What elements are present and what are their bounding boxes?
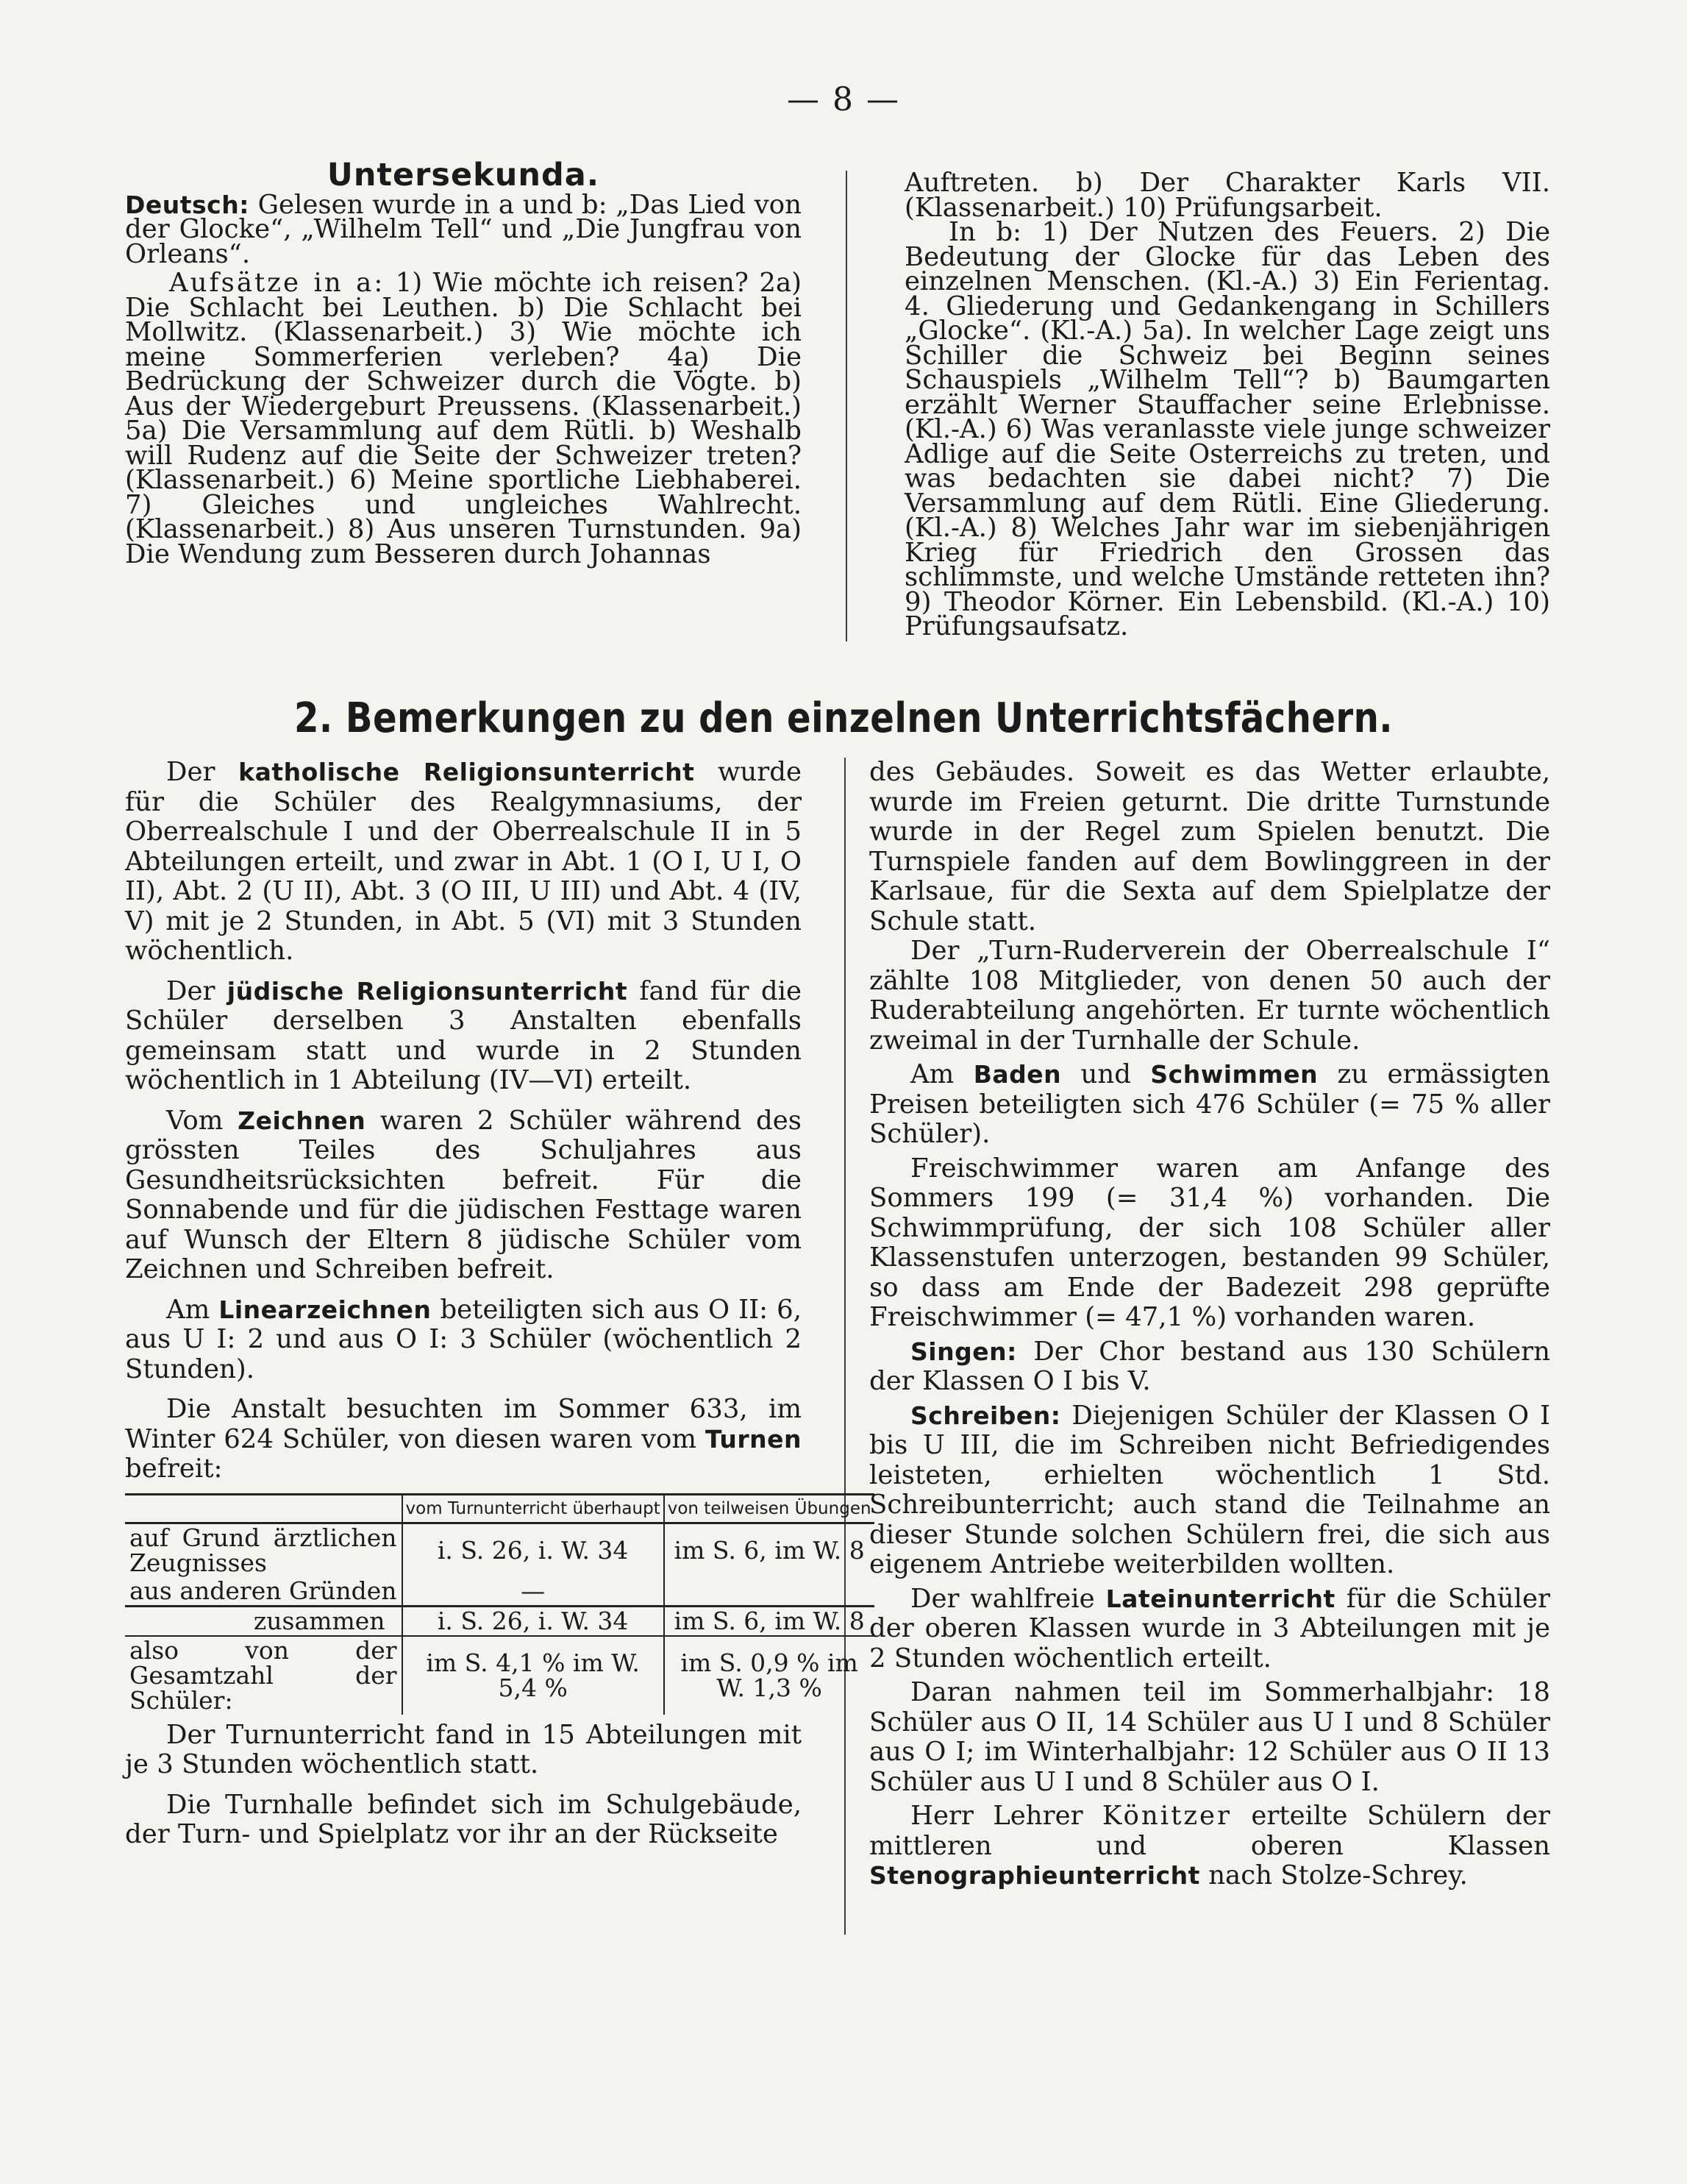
stenographie-label: Stenographieunterricht <box>869 1861 1200 1890</box>
turnen-befreiung-table <box>125 1493 874 1715</box>
row-cell: im S. 6, im W. 8 <box>664 1606 874 1636</box>
section-heading: 2. Bemerkungen zu den einzelnen Unterrichtsfächern. <box>293 694 1394 742</box>
text-run: Herr Lehrer <box>910 1801 1102 1831</box>
text-run: fand für die Schüler derselben 3 Anstalten ebenfalls gemeinsam statt und wurde in 2 Stunden wöchentlich in 1 Abteilung (IV—VI) erteilt. <box>125 975 802 1095</box>
text-run: zu ermässigten Preisen beteiligten sich 476 Schüler (= 75 % aller Schüler). <box>869 1059 1550 1149</box>
text-run: Der <box>166 975 227 1006</box>
stenographie-paragraph <box>869 1801 1550 1891</box>
top-column-divider <box>846 171 847 641</box>
row-label: aus anderen Gründen <box>129 1576 397 1605</box>
row-cell: i. S. 26, i. W. 34 <box>402 1523 664 1577</box>
untersekunda-right-column <box>905 168 1550 641</box>
untersekunda-left-column <box>125 157 802 569</box>
juedisch-paragraph <box>125 977 802 1096</box>
text-run: beteiligten sich aus O II: 6, aus U I: 2 und aus O I: 3 Schüler (wöchentlich 2 Stunden). <box>125 1294 802 1384</box>
text-run: nach Stolze-Schrey. <box>1199 1860 1468 1890</box>
untersekunda-heading: Untersekunda. <box>327 157 600 193</box>
text-run: Die Anstalt besuchten im Sommer 633, im Winter 624 Schüler, von diesen waren vom <box>125 1394 802 1454</box>
row-cell: im S. 0,9 % im W. 1,3 % <box>664 1636 874 1715</box>
text-run: und <box>1061 1059 1151 1089</box>
page-number: — 8 — <box>787 81 900 118</box>
zeichnen-label: Zeichnen <box>238 1106 366 1135</box>
text-run: Der wahlfreie <box>910 1583 1106 1614</box>
table-header-col2: von teilweisen Übungen <box>664 1494 874 1523</box>
row-label: also von der Gesamtzahl der Schüler: <box>125 1636 402 1715</box>
latein-paragraph <box>869 1584 1550 1674</box>
table-header-row <box>125 1494 874 1523</box>
linearzeichnen-label: Linearzeichnen <box>218 1295 432 1324</box>
deutsch-text: Gelesen wurde in a und b: „Das Lied von der Glocke“, „Wilhelm Tell“ und „Die Jungfrau von Orleans“. <box>125 189 802 269</box>
schreiben-paragraph <box>869 1401 1550 1580</box>
juedisch-label: jüdische Religionsunterricht <box>227 976 628 1006</box>
aufsaetze-in-b: In b: 1) Der Nutzen des Feuers. 2) Die Bedeutung der Glocke für das Leben des einzelnen Menschen. (Kl.-A.) 3) Ein Ferientag. 4. Gliederung und Gedankengang in Schillers „Glocke“. (Kl.-A.) 5a). In welcher Lage zeigt uns Schiller die Schweiz bei Beginn seines Schauspiels „Wilhelm Tell“? b) Baumgarten erzählt Werner Stauffacher seine Erlebnisse. (Kl.-A.) 6) Was veranlasste viele junge schweizer Adlige auf die Seite Osterreichs zu treten, und was bedachten sie dabei nicht? 7) Die Versammlung auf dem Rütli. Eine Gliederung. (Kl.-A.) 8) Welches Jahr war im siebenjährigen Krieg für Friedrich den Grossen das schlimmste, und welche Umstände retteten ihn? 9) Theodor Körner. Ein Lebensbild. (Kl.-A.) 10) Prüfungsaufsatz. <box>905 217 1550 641</box>
aufsaetze-paragraph <box>125 268 802 569</box>
latein-teilnahme-paragraph: Daran nahmen teil im Sommerhalbjahr: 18 Schüler aus O II, 14 Schüler aus U I und 8 Schüler aus O I; im Winterhalbjahr: 12 Schüler aus O II 13 Schüler aus U I und 8 Schüler aus O I. <box>869 1677 1550 1797</box>
text-run: für die Schüler der oberen Klassen wurde in 3 Abteilungen mit je 2 Stunden wöchentlich erteilt. <box>869 1583 1550 1673</box>
row-cell <box>664 1577 874 1607</box>
row-cell: im S. 4,1 % im W. 5,4 % <box>402 1636 664 1715</box>
text-run: Am <box>166 1294 219 1325</box>
schreiben-label: Schreiben: <box>910 1401 1061 1430</box>
table-header-col1: vom Turnunterricht überhaupt <box>402 1494 664 1523</box>
row-cell: im S. 6, im W. 8 <box>664 1523 874 1577</box>
bottom-column-divider <box>844 758 846 1935</box>
turnhalle-paragraph: Die Turnhalle befindet sich im Schulgebäude, der Turn- und Spielplatz vor ihr an der Rückseite <box>125 1789 802 1849</box>
remarks-left-column <box>125 757 871 1850</box>
text-run: befreit: <box>125 1454 223 1484</box>
deutsch-label: Deutsch: <box>125 190 249 219</box>
table-row <box>125 1636 874 1715</box>
table-row <box>125 1606 874 1636</box>
text-run: waren 2 Schüler während des grössten Teiles des Schuljahres aus Gesundheitsrücksichten befreit. Für die Sonnabende und für die jüdischen Festtage waren auf Wunsch der Eltern 8 jüdische Schüler vom Zeichnen und Schreiben befreit. <box>125 1105 802 1284</box>
text-run: erteilte Schülern der mittleren und oberen Klassen <box>869 1801 1551 1861</box>
row-label: zusammen <box>125 1606 402 1636</box>
text-run: Der Chor bestand aus 130 Schülern der Klassen O I bis V. <box>869 1336 1550 1396</box>
linearzeichnen-paragraph <box>125 1295 802 1385</box>
turnunterricht-paragraph: Der Turnunterricht fand in 15 Abteilungen mit je 3 Stunden wöchentlich statt. <box>125 1719 802 1779</box>
table-row <box>125 1523 874 1577</box>
baden-paragraph <box>869 1060 1550 1150</box>
aufsatz-continuation: Auftreten. b) Der Charakter Karls VII. (Klassenarbeit.) 10) Prüfungsarbeit. <box>905 168 1550 223</box>
katholisch-paragraph <box>125 758 802 967</box>
turnverein-paragraph: Der „Turn-Ruderverein der Oberrealschule I“ zählte 108 Mitglieder, von denen 50 auch der Ruderabteilung angehörten. Er turnte wöchentlich zweimal in der Turnhalle der Schule. <box>869 936 1550 1056</box>
text-run: Vom <box>166 1105 238 1136</box>
row-label: auf Grund ärztlichen Zeugnisses <box>129 1523 397 1577</box>
table-header-empty <box>125 1494 402 1523</box>
freischwimmer-paragraph: Freischwimmer waren am Anfange des Sommers 199 (= 31,4 %) vorhanden. Die Schwimmprüfung, der sich 108 Schüler aller Klassenstufen unterzogen, bestanden 99 Schüler, so dass am Ende der Badezeit 298 geprüfte Freischwimmer (= 47,1 %) vorhanden waren. <box>869 1153 1550 1332</box>
text-run: Am <box>910 1059 974 1089</box>
remarks-right-column <box>869 758 1550 1891</box>
turnen-continuation: des Gebäudes. Soweit es das Wetter erlaubte, wurde im Freien geturnt. Die dritte Turnstunde wurde in der Regel zum Spielen benutzt. Die Turnspiele fanden auf dem Bowlinggreen in der Karlsaue, für die Sexta auf dem Spielplatze der Schule statt. <box>869 757 1550 936</box>
aufsaetze-text: 1) Wie möchte ich reisen? 2a) Die Schlacht bei Leuthen. b) Die Schlacht bei Mollwitz. (Klassenarbeit.) 3) Wie möchte ich meine Sommerferien verleben? 4a) Die Bedrückung der Schweizer durch die Vögte. b) Aus der Wiedergeburt Preussens. (Klassenarbeit.) 5a) Die Versammlung auf dem Rütli. b) Weshalb will Rudenz auf die Seite der Schweizer treten? (Klassenarbeit.) 6) Meine sportliche Liebhaberei. 7) Gleiches und ungleiches Wahlrecht. (Klassenarbeit.) 8) Aus unseren Turnstunden. 9a) Die Wendung zum Besseren durch Johannas <box>125 268 802 569</box>
teacher-name: Könitzer <box>1102 1801 1233 1831</box>
table-row <box>125 1577 874 1607</box>
katholisch-label: katholische Religionsunterricht <box>238 758 695 786</box>
deutsch-paragraph <box>125 189 802 269</box>
schwimmen-label: Schwimmen <box>1150 1060 1319 1089</box>
singen-paragraph <box>869 1337 1550 1397</box>
text-run: Diejenigen Schüler der Klassen O I bis U III, die im Schreiben nicht Befriedigendes leisteten, erhielten wöchentlich 1 Std. Schreibunterricht; auch stand die Teilnahme an dieser Stunde solchen Schülern frei, die sich aus eigenem Antriebe weiterbilden wollten. <box>869 1400 1550 1579</box>
zeichnen-paragraph <box>125 1106 802 1285</box>
text-run: wurde für die Schüler des Realgymnasiums, der Oberrealschule I und der Oberrealschule II in 5 Abteilungen erteilt, und zwar in Abt. 1 (O I, U I, O II), Abt. 2 (U II), Abt. 3 (O III, U III) und Abt. 4 (IV, V) mit je 2 Stunden, in Abt. 5 (VI) mit 3 Stunden wöchentlich. <box>125 757 802 966</box>
anstalt-paragraph <box>125 1395 802 1484</box>
aufsaetze-label: Aufsätze in a: <box>169 268 385 298</box>
latein-label: Lateinunterricht <box>1105 1584 1335 1613</box>
turnen-label: Turnen <box>705 1424 802 1454</box>
baden-label: Baden <box>973 1060 1062 1089</box>
text-run: Der <box>166 757 239 787</box>
row-cell: — <box>402 1577 664 1607</box>
row-cell: i. S. 26, i. W. 34 <box>402 1606 664 1636</box>
singen-label: Singen: <box>910 1337 1017 1366</box>
